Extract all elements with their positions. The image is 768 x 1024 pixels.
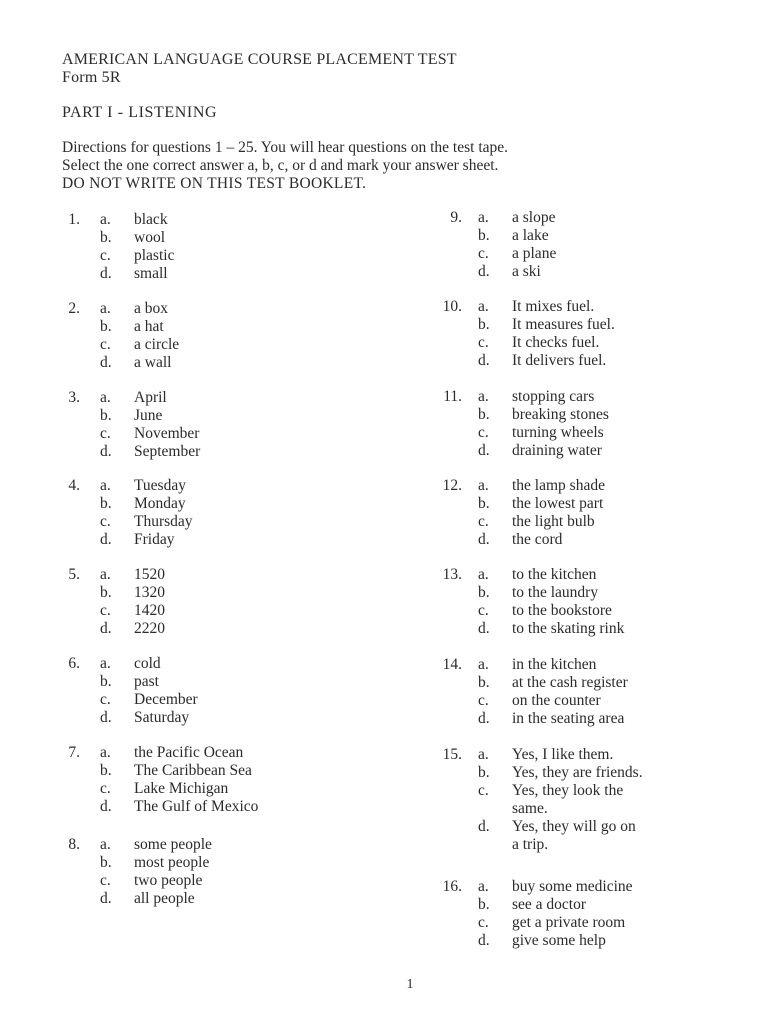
option-text: It mixes fuel. [512,298,595,315]
option-letter: d. [100,890,112,907]
option-text-line-2: same. [512,800,548,817]
option-text: at the cash register [512,674,628,691]
option-letter: a. [100,744,111,761]
option-text: breaking stones [512,406,609,423]
option-letter: c. [478,602,489,619]
option-letter: d. [478,710,490,727]
option-letter: a. [478,388,489,405]
option-letter: b. [478,406,490,423]
option-text-line-2: a trip. [512,836,549,853]
option-letter: d. [478,531,490,548]
option-letter: d. [478,932,490,949]
option-text: Friday [134,531,175,548]
option-text: 1420 [134,602,165,619]
question-number: 12. [442,477,462,494]
option-text: to the skating rink [512,620,625,637]
option-text: Thursday [134,513,193,530]
question-number: 6. [68,655,80,672]
option-letter: c. [100,425,111,442]
option-letter: d. [478,263,490,280]
option-text: give some help [512,932,606,949]
option-text: past [134,673,159,690]
option-letter: c. [478,245,489,262]
option-letter: a. [100,211,111,228]
option-text: Yes, they will go on [512,818,636,835]
option-letter: b. [100,318,112,335]
option-text: a wall [134,354,172,371]
option-letter: b. [100,673,112,690]
question-number: 3. [68,389,80,406]
option-letter: d. [100,709,112,726]
option-text: see a doctor [512,896,587,913]
option-text: December [134,691,198,708]
option-letter: a. [100,836,111,853]
option-text: Tuesday [134,477,186,494]
option-text: a box [134,300,169,317]
option-text: draining water [512,442,602,459]
option-text: stopping cars [512,388,595,405]
option-text: a plane [512,245,557,262]
option-letter: b. [100,229,112,246]
part-heading: PART I - LISTENING [62,104,218,121]
option-letter: c. [100,513,111,530]
option-letter: b. [478,674,490,691]
option-letter: c. [478,692,489,709]
option-letter: a. [100,477,111,494]
option-text: Lake Michigan [134,780,229,797]
option-text: 1320 [134,584,165,601]
option-letter: a. [100,566,111,583]
option-letter: b. [478,227,490,244]
option-letter: a. [100,389,111,406]
directions-line-1: Directions for questions 1 – 25. You will hear questions on the test tape. [62,139,509,156]
option-letter: a. [478,298,489,315]
question-number: 7. [68,744,80,761]
question-number: 10. [442,298,462,315]
option-text: a lake [512,227,549,244]
option-text: in the seating area [512,710,625,727]
option-letter: a. [100,300,111,317]
option-text: two people [134,872,203,889]
directions-line-2: Select the one correct answer a, b, c, or d and mark your answer sheet. [62,157,499,174]
option-text: The Caribbean Sea [134,762,252,779]
question-number: 16. [442,878,462,895]
option-text: a slope [512,209,556,226]
option-text: the lowest part [512,495,604,512]
option-text: Saturday [134,709,190,726]
option-letter: c. [100,691,111,708]
option-text: Monday [134,495,186,512]
option-letter: b. [478,316,490,333]
form-label: Form 5R [62,69,121,86]
question-number: 9. [450,209,462,226]
option-letter: b. [100,584,112,601]
option-text: get a private room [512,914,626,931]
option-text: buy some medicine [512,878,633,895]
option-letter: a. [100,655,111,672]
option-text: Yes, they look the [512,782,624,799]
option-letter: c. [100,247,111,264]
option-letter: d. [478,818,490,835]
question-number: 13. [442,566,462,583]
option-letter: b. [478,896,490,913]
option-text: Yes, I like them. [512,746,614,763]
option-text: some people [134,836,212,853]
question-number: 14. [442,656,462,673]
option-letter: c. [100,336,111,353]
option-text: plastic [134,247,175,264]
option-letter: c. [478,513,489,530]
option-text: black [134,211,168,228]
question-number: 5. [68,566,80,583]
option-letter: b. [100,762,112,779]
option-letter: a. [478,566,489,583]
option-text: the lamp shade [512,477,605,494]
test-title: AMERICAN LANGUAGE COURSE PLACEMENT TEST [62,51,457,68]
option-text: to the kitchen [512,566,597,583]
option-text: small [134,265,168,282]
option-letter: d. [100,620,112,637]
option-letter: c. [100,780,111,797]
directions-line-3: DO NOT WRITE ON THIS TEST BOOKLET. [62,175,367,192]
option-letter: a. [478,878,489,895]
option-text: the Pacific Ocean [134,744,244,761]
option-text: It delivers fuel. [512,352,607,369]
option-letter: a. [478,656,489,673]
option-text: turning wheels [512,424,604,441]
question-number: 15. [442,746,462,763]
option-text: wool [134,229,165,246]
option-text: September [134,443,201,460]
option-letter: c. [478,334,489,351]
option-letter: c. [478,914,489,931]
option-text: November [134,425,200,442]
page-number: 1 [406,977,414,992]
option-text: the light bulb [512,513,595,530]
option-letter: d. [478,352,490,369]
option-text: cold [134,655,161,672]
option-letter: c. [100,602,111,619]
option-text: 2220 [134,620,165,637]
option-text: on the counter [512,692,601,709]
option-text: April [134,389,167,406]
option-letter: c. [478,782,489,799]
option-letter: b. [100,407,112,424]
option-text: Yes, they are friends. [512,764,643,781]
question-number: 11. [443,388,462,405]
option-text: It checks fuel. [512,334,600,351]
option-text: the cord [512,531,563,548]
option-letter: d. [100,798,112,815]
option-text: to the laundry [512,584,599,601]
option-text: The Gulf of Mexico [134,798,259,815]
option-text: 1520 [134,566,165,583]
option-letter: b. [478,584,490,601]
question-number: 8. [68,836,80,853]
option-letter: a. [478,746,489,763]
option-text: June [134,407,163,424]
option-letter: a. [478,209,489,226]
question-number: 2. [68,300,80,317]
option-letter: b. [100,854,112,871]
option-letter: d. [100,354,112,371]
option-letter: d. [100,531,112,548]
option-text: a ski [512,263,541,280]
option-text: to the bookstore [512,602,612,619]
option-text: most people [134,854,210,871]
option-text: It measures fuel. [512,316,615,333]
option-text: all people [134,890,195,907]
option-letter: d. [100,265,112,282]
option-letter: b. [100,495,112,512]
option-text: a circle [134,336,180,353]
option-text: in the kitchen [512,656,597,673]
option-letter: c. [100,872,111,889]
option-letter: a. [478,477,489,494]
option-letter: b. [478,764,490,781]
option-letter: c. [478,424,489,441]
option-letter: d. [478,442,490,459]
option-letter: b. [478,495,490,512]
question-number: 1. [68,211,80,228]
option-text: a hat [134,318,164,335]
option-letter: d. [478,620,490,637]
option-letter: d. [100,443,112,460]
question-number: 4. [68,477,80,494]
